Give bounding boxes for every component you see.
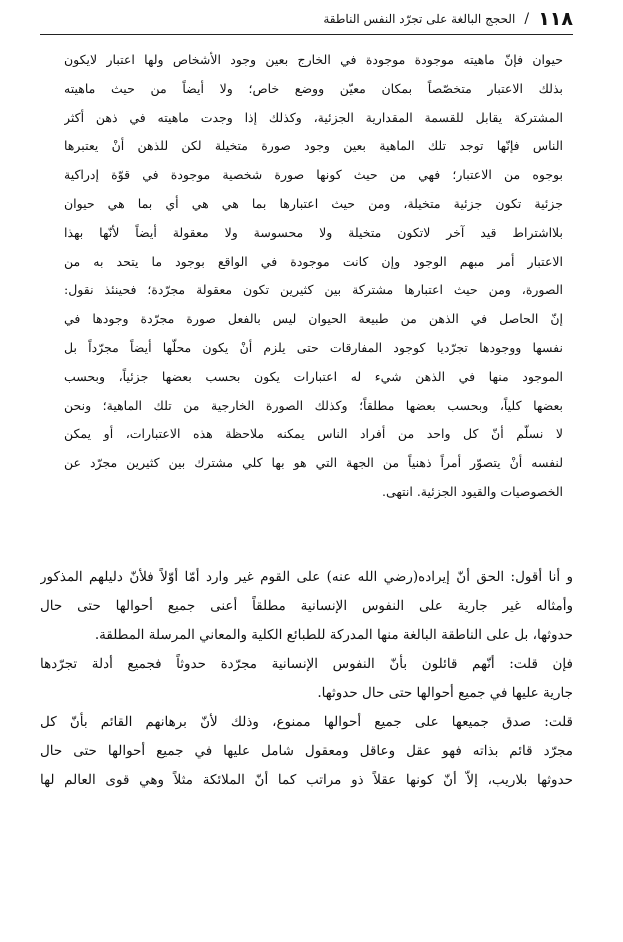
- header-rule: [40, 34, 573, 35]
- page-number: ١١٨: [538, 8, 573, 30]
- running-title: الحجج البالغة على تجرّد النفس الناطقة: [323, 12, 516, 26]
- quote-line: بذلك الاعتبار متخصّصاً بمكان معيّن ووضع خاص؛ ولا أيضاً من حيث ماهيته: [64, 80, 563, 96]
- header-separator: /: [524, 11, 530, 27]
- quote-line: الخصوصيات والقيود الجزئية. انتهى.: [381, 483, 563, 499]
- quote-line: جزئية تكون جزئية متخيلة، ومن حيث اعتبارها بما هي هي أي بما هي حيوان: [64, 195, 563, 211]
- main-text: [40, 563, 573, 795]
- body-line: وأمثاله غير جارية على النفوس الإنسانية مطلقاً أعنى جميع أحوالها حتى حال: [40, 598, 573, 614]
- quote-line: بعضها كلياً، وبحسب بعضها مطلقاً؛ وكذلك الصورة الخارجية من تلك الماهية؛ ونحن: [64, 397, 563, 413]
- quote-line: إنّ الحاصل في الذهن من طبيعة الحيوان ليس بالفعل صورة مجرّدة وجودها في: [64, 311, 563, 327]
- body-line: حدوثها، بل على الناطقة البالغة منها المدركة للطبائع الكلية والمعاني المرسلة المطلقة.: [94, 627, 573, 643]
- quote-line: الناس فإنّها توجد تلك الماهية بعين وجود صورة متخيلة لكن للذهن أنْ يعتبرها: [64, 138, 563, 154]
- quote-line: المشتركة يقابل للقسمة المقدارية الجزئية، وكذلك إذا وجدت ماهيته في ذهن أكثر: [64, 109, 563, 125]
- body-line: حدوثها بلاريب، إلاّ أنّ كونها عقلاً ذو مراتب كما أنّ الملائكة مثلاً وهي قوى العالم لها: [40, 772, 573, 788]
- quote-line: لا نسلّم أنّ كل واحد من أفراد الناس يمكنه ملاحظة هذه الاعتبارات، أو يمكن: [64, 426, 563, 442]
- quoted-passage: [64, 46, 563, 507]
- quote-line: الموجود منها في الذهن شيء له اعتبارات يكون بحسب بعضها جزئياً، وبحسب: [64, 368, 563, 384]
- body-line: فإن قلت: أنّهم قائلون بأنّ النفوس الإنسانية مجرّدة حدوثاً فجميع أدلة تجرّدها: [40, 656, 573, 672]
- quote-line: نفسها ووجودها تجرّديا كوجود المفارقات حتى يلزم أنْ يكون محلّها أيضاً مجرّداً بل: [64, 339, 563, 355]
- quote-line: لنفسه أنْ يتصوّر أمراً ذهنياً من الجهة التي هو بها كلي مشترك بين كثيرين مجرّد عن: [64, 455, 563, 471]
- quote-line: حيوان فإنّ ماهيته موجودة موجودة في الخارج بعين وجود الأشخاص ولها اعتبار لايكون: [64, 52, 563, 67]
- body-line: و أنا أقول: الحق أنّ إيراده(رضي الله عنه) على القوم غير وارد أمّا أوّلاً فلأنّ دليلهم المذكور: [40, 569, 573, 585]
- body-line: جارية عليها في جميع أحوالها حتى حال حدوثها.: [317, 685, 573, 701]
- quote-line: الصورة، ومن حيث اعتبارها مشتركة بين كثيرين تكون معقولة مجرّدة؛ فحينئذ نقول:: [64, 282, 563, 298]
- quote-line: بلااشتراط قيد آخر لاتكون متخيلة ولا محسوسة ولا معقولة أيضاً لأنّها بهذا: [64, 224, 563, 240]
- running-header: [40, 8, 573, 34]
- body-line: مجرّد قائم بذاته فهو عقل وعاقل ومعقول شامل عليها في جميع أحوالها حتى حال: [40, 743, 573, 759]
- body-line: قلت: صدق جميعها على جميع أحوالها ممنوع، وذلك لأنّ برهانهم القائم بأنّ كل: [40, 714, 573, 730]
- quote-line: بوجوه من الاعتبار؛ فهي من حيث كونها صورة شخصية موجودة في قوّة إدراكية: [64, 167, 563, 183]
- quote-line: الاعتبار أمر مبهم الوجود وإن كانت موجودة في الواقع بوجود ما يتحد به من: [64, 253, 563, 269]
